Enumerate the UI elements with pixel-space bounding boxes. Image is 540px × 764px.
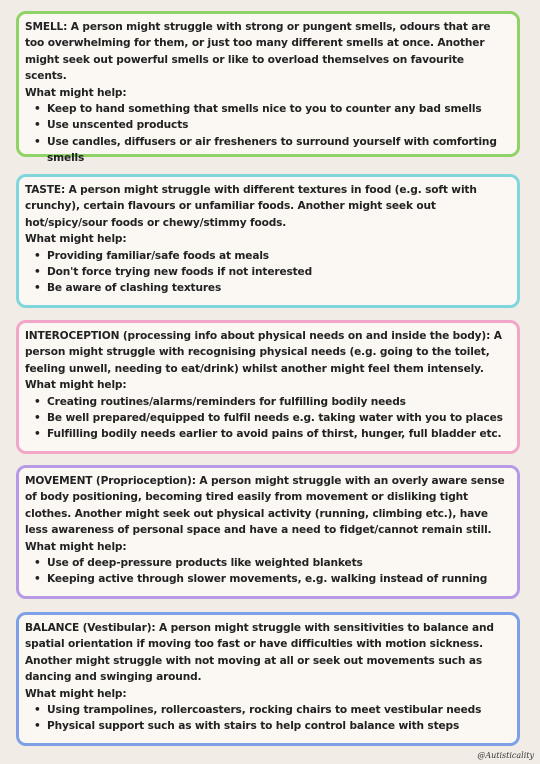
interoception-card [16,320,520,454]
list-item: • Use candles, diffusers or air fresheners to surround yourself with comforting smells [25,134,509,167]
taste-help-heading: What might help: [25,233,127,246]
smell-description: SMELL: A person might struggle with strong or pungent smells, odours that are too overwhelming for them, or just too many different smells at once. Another might seek out powerful smells or like to overload themselves on favourite scents. [25,21,491,83]
movement-card [16,465,520,599]
balance-help-heading: What might help: [25,687,127,700]
taste-help-list [25,248,509,297]
list-item: • Fulfilling bodily needs earlier to avoid pains of thirst, hunger, full bladder etc. [25,426,509,442]
smell-help-list [25,101,509,167]
list-item: • Be aware of clashing textures [25,280,509,296]
list-item: • Creating routines/alarms/reminders for fulfilling bodily needs [25,394,509,410]
smell-help-heading: What might help: [25,86,127,99]
list-item: • Physical support such as with stairs to help control balance with steps [25,718,509,734]
list-item: • Use unscented products [25,117,509,133]
list-item: • Keeping active through slower movements, e.g. walking instead of running [25,571,509,587]
movement-description: MOVEMENT (Proprioception): A person might struggle with an overly aware sense of body positioning, becoming tired easily from movement or disliking tight clothes. Another might seek out physical activity (running, climbing etc.), have less awareness of personal space and have a need to fidget/cannot remain still. [25,475,505,537]
interoception-help-list [25,394,509,443]
list-item: • Be well prepared/equipped to fulfil needs e.g. taking water with you to places [25,410,509,426]
list-item: • Use of deep-pressure products like weighted blankets [25,555,509,571]
taste-label: TASTE: [25,184,66,196]
smell-label: SMELL: [25,21,68,33]
list-item: • Providing familiar/safe foods at meals [25,248,509,264]
interoception-help-heading: What might help: [25,379,127,392]
list-item: • Using trampolines, rollercoasters, rocking chairs to meet vestibular needs [25,702,509,718]
author-credit: @Autisticality [477,751,534,760]
smell-card [16,11,520,165]
movement-label: MOVEMENT [25,475,93,487]
balance-description: BALANCE (Vestibular): A person might struggle with sensitivities to balance and spatial orientation if moving too fast or have difficulties with motion sickness. Another might struggle with not moving at all or seek out movements such as dancing and swinging around. [25,622,494,684]
list-item: • Keep to hand something that smells nice to you to counter any bad smells [25,101,509,117]
movement-help-heading: What might help: [25,540,127,553]
balance-label: BALANCE [25,622,80,634]
balance-card [16,612,520,746]
taste-card [16,174,520,308]
balance-help-list [25,702,509,735]
interoception-description: INTEROCEPTION (processing info about physical needs on and inside the body): A person might struggle with recognising physical needs (e.g. going to the toilet, feeling unwell, needing to eat/drink) whilst another might feel them intensely. [25,330,502,375]
list-item: • Don't force trying new foods if not interested [25,264,509,280]
movement-help-list [25,555,509,588]
taste-description: TASTE: A person might struggle with different textures in food (e.g. soft with crunchy), certain flavours or unfamiliar foods. Another might seek out hot/spicy/sour foods or chewy/stimmy foods. [25,184,477,229]
interoception-label: INTEROCEPTION [25,330,120,342]
